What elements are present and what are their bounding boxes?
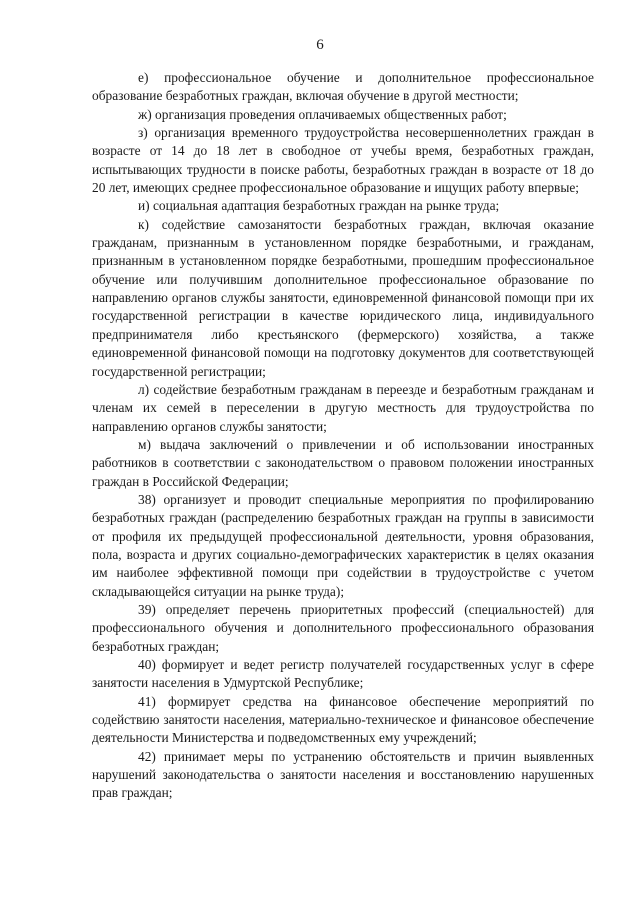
- paragraph-item-m: м) выдача заключений о привлечении и об использовании иностранных работников в соответствии с законодательством о правовом положении иностранных граждан в Российской Федерации;: [92, 436, 594, 489]
- document-body: [92, 69, 594, 803]
- paragraph-item-k: к) содействие самозанятости безработных граждан, включая оказание гражданам, признанным в установленном порядке безработными, и гражданам, признанным в установленном порядке безработными, прошедшим профессиональное обучение или получившим дополнительное профессиональное образование по направлению органов службы занятости, единовременной финансовой помощи при их государственной регистрации в качестве юридического лица, индивидуального предпринимателя либо крестьянского (фермерского) хозяйства, а также единовременной финансовой помощи на подготовку документов для соответствующей государственной регистрации;: [92, 216, 594, 379]
- paragraph-item-zh: ж) организация проведения оплачиваемых общественных работ;: [138, 106, 507, 122]
- paragraph-item-i: и) социальная адаптация безработных граждан на рынке труда;: [138, 198, 500, 214]
- paragraph-41: 41) формирует средства на финансовое обеспечение мероприятий по содействию занятости населения, материально-техническое и финансовое обеспечение деятельности Министерства и подведомственных ему учреждений;: [92, 693, 594, 746]
- paragraph-38: 38) организует и проводит специальные мероприятия по профилированию безработных граждан (распределению безработных граждан на группы в зависимости от профиля их предыдущей профессиональной деятельности, уровня образования, пола, возраста и других социально-демографических характеристик в целях оказания им наиболее эффективной помощи при содействии в трудоустройстве с учетом складывающейся ситуации на рынке труда);: [92, 491, 594, 599]
- paragraph-42: 42) принимает меры по устранению обстоятельств и причин выявленных нарушений законодательства о занятости населения и восстановлению нарушенных прав граждан;: [92, 748, 594, 801]
- page-number: 6: [316, 37, 324, 53]
- paragraph-39: 39) определяет перечень приоритетных профессий (специальностей) для профессионального обучения и дополнительного профессионального образования безработных граждан;: [92, 601, 594, 654]
- paragraph-item-e: е) профессиональное обучение и дополнительное профессиональное образование безработных граждан, включая обучение в другой местности;: [92, 70, 594, 104]
- paragraph-item-l: л) содействие безработным гражданам в переезде и безработным гражданам и членам их семей в переселении в другую местность для трудоустройства по направлению органов службы занятости;: [92, 381, 594, 434]
- paragraph-40: 40) формирует и ведет регистр получателей государственных услуг в сфере занятости населения в Удмуртской Республике;: [92, 657, 594, 691]
- paragraph-item-z: з) организация временного трудоустройства несовершеннолетних граждан в возрасте от 14 до 18 лет в свободное от учебы время, безработных граждан, испытывающих трудности в поиске работы, безработных граждан в возрасте от 18 до 20 лет, имеющих среднее профессиональное образование и ищущих работу впервые;: [92, 125, 594, 196]
